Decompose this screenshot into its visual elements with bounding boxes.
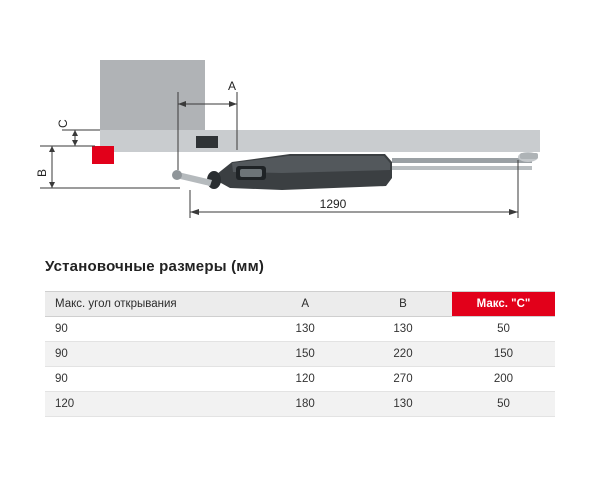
cell-a: 120 xyxy=(256,367,354,392)
slide-arm xyxy=(392,152,538,170)
dimension-b-label: B xyxy=(35,168,49,177)
cell-angle: 90 xyxy=(45,317,256,342)
dimension-length-label: 1290 xyxy=(319,197,347,211)
table-row xyxy=(45,392,555,417)
cell-b: 270 xyxy=(354,367,452,392)
cell-b: 130 xyxy=(354,392,452,417)
dimension-c-label: C xyxy=(56,119,70,128)
cell-a: 130 xyxy=(256,317,354,342)
cell-angle: 90 xyxy=(45,342,256,367)
wall-block xyxy=(100,60,205,130)
dimension-c xyxy=(62,130,100,146)
cell-a: 180 xyxy=(256,392,354,417)
dimension-a-label: A xyxy=(228,79,237,93)
closer-body xyxy=(207,154,392,190)
cell-a: 150 xyxy=(256,342,354,367)
column-header-angle: Макс. угол открывания xyxy=(45,292,256,317)
beam-shape xyxy=(100,130,540,152)
column-header-b: B xyxy=(354,292,452,317)
specs-section xyxy=(0,258,600,417)
red-pad xyxy=(92,146,114,164)
wall-bracket xyxy=(196,136,218,148)
cell-c: 50 xyxy=(452,317,555,342)
cell-b: 130 xyxy=(354,317,452,342)
installation-dimensions-table xyxy=(45,291,555,417)
cell-b: 220 xyxy=(354,342,452,367)
cell-angle: 120 xyxy=(45,392,256,417)
cell-angle: 90 xyxy=(45,367,256,392)
cell-c: 150 xyxy=(452,342,555,367)
cell-c: 50 xyxy=(452,392,555,417)
column-header-c: Макс. "C" xyxy=(452,292,555,317)
table-title: Установочные размеры (мм) xyxy=(45,258,265,275)
table-row xyxy=(45,317,555,342)
table-row xyxy=(45,367,555,392)
column-header-a: A xyxy=(256,292,354,317)
cell-c: 200 xyxy=(452,367,555,392)
table-header-row xyxy=(45,292,555,317)
pivot-arm xyxy=(172,170,212,186)
table-row xyxy=(45,342,555,367)
